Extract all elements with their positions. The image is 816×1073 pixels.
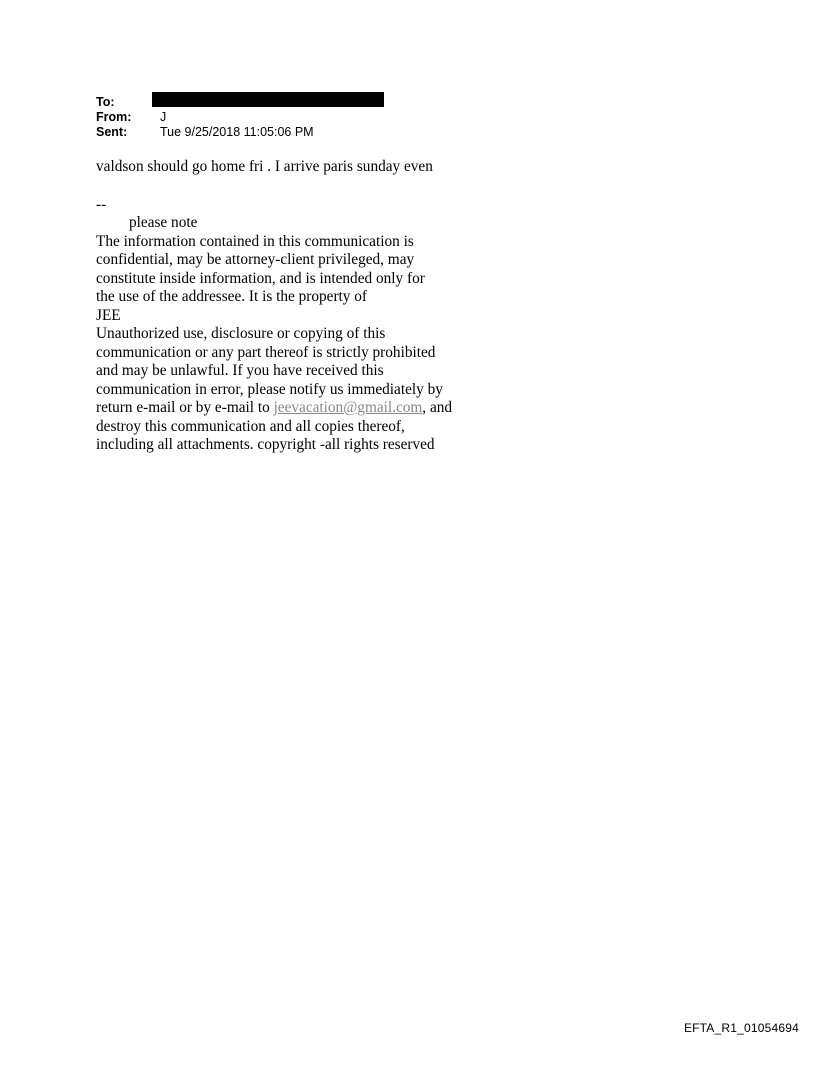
sent-value: Tue 9/25/2018 11:05:06 PM xyxy=(160,125,314,139)
email-line-prefix: return e-mail or by e-mail to xyxy=(96,399,274,416)
sent-label: Sent: xyxy=(96,125,128,139)
disclaimer-line: communication or any part thereof is strictly prohibited xyxy=(96,343,436,361)
disclaimer-line: destroy this communication and all copies thereof, xyxy=(96,417,405,435)
signature-separator: -- xyxy=(96,195,107,213)
disclaimer-line: the use of the addressee. It is the property of xyxy=(96,288,368,305)
disclaimer-line: constitute inside information, and is intended only for xyxy=(96,269,425,287)
disclaimer-line: and may be unlawful. If you have received this xyxy=(96,362,384,379)
disclaimer-line: including all attachments. copyright -all rights reserved xyxy=(96,436,435,453)
redaction-bar xyxy=(152,92,384,107)
from-value: J xyxy=(160,110,167,124)
disclaimer-email-line xyxy=(96,399,476,418)
email-body xyxy=(96,158,476,455)
disclaimer-line: communication in error, please notify us immediately by xyxy=(96,380,443,398)
email-link[interactable]: jeevacation@gmail.com xyxy=(273,399,423,416)
message-text: valdson should go home fri . I arrive paris sunday even xyxy=(96,158,433,175)
disclaimer-line: JEE xyxy=(96,306,121,324)
disclaimer-line: confidential, may be attorney-client privileged, may xyxy=(96,251,415,268)
disclaimer-line: The information contained in this communication is xyxy=(96,232,414,250)
to-label: To: xyxy=(96,95,115,109)
document-id: EFTA_R1_01054694 xyxy=(683,1021,799,1035)
disclaimer-line: Unauthorized use, disclosure or copying of this xyxy=(96,325,386,342)
signature-note: please note xyxy=(129,214,198,231)
from-label: From: xyxy=(96,110,132,124)
email-line-suffix: , and xyxy=(422,399,453,416)
